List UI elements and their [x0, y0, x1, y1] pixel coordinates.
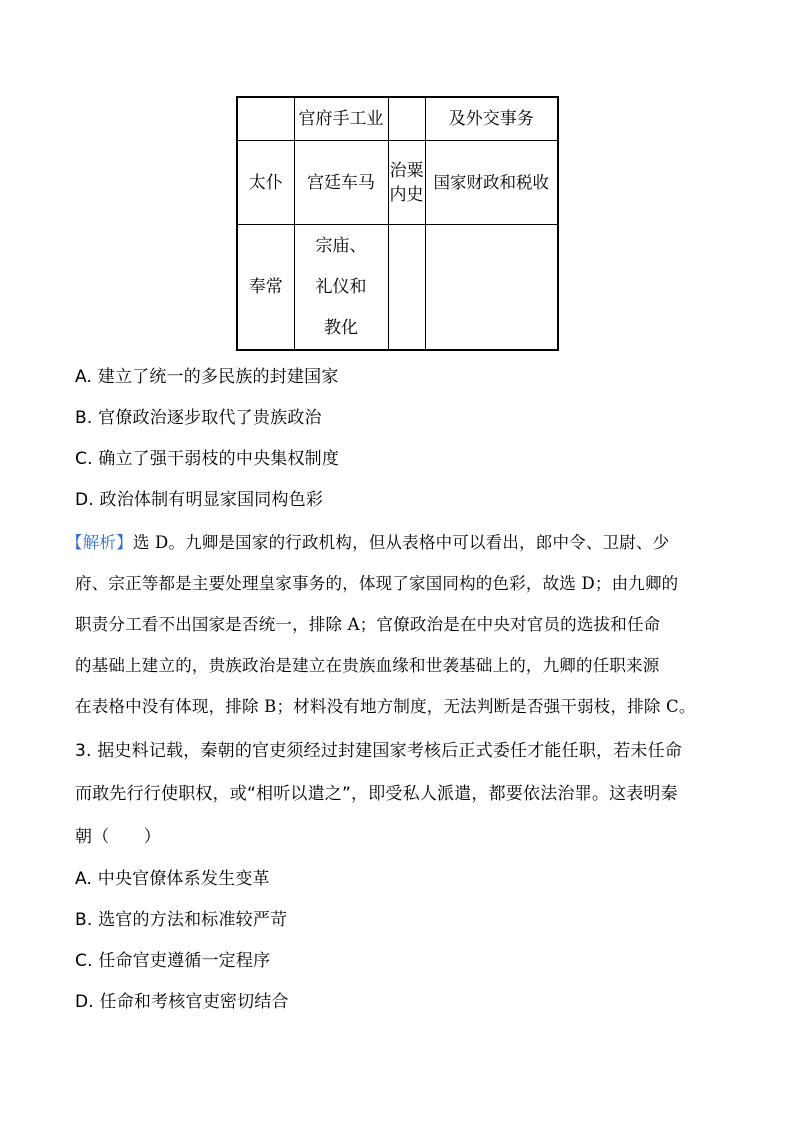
officials-table [236, 96, 559, 351]
cell-line: 礼仪和 [315, 276, 367, 297]
table-cell: 及外交事务 [425, 97, 558, 141]
table-cell [237, 97, 294, 141]
analysis-line-4: 的基础上建立的，贵族政治是建立在贵族血缘和世袭基础上的，九卿的任职来源 [75, 656, 660, 675]
cell-line: 教化 [324, 317, 358, 338]
analysis-line-5: 在表格中没有体现，排除 B；材料没有地方制度，无法判断是否强干弱枝，排除 C。 [75, 697, 696, 716]
table-cell [388, 97, 425, 141]
analysis-line-1 [66, 529, 669, 553]
q3-stem-line-2: 而敢先行行使职权，或“相听以遣之”，即受私人派遣，都要依法治罪。这表明秦 [75, 784, 678, 804]
q3-option-b: B. 选官的方法和标准较严苛 [75, 910, 288, 930]
table-cell-zongmiao [294, 225, 388, 351]
q2-option-d: D. 政治体制有明显家国同构色彩 [75, 490, 324, 510]
table-cell: 奉常 [237, 225, 294, 351]
q2-option-c: C. 确立了强干弱枝的中央集权制度 [75, 449, 340, 469]
table-cell: 国家财政和税收 [425, 141, 558, 225]
table-row [237, 225, 558, 351]
table-row [237, 141, 558, 225]
analysis-text: 选 D。九卿是国家的行政机构，但从表格中可以看出，郎中令、卫尉、少 [132, 533, 670, 552]
q3-option-c: C. 任命官吏遵循一定程序 [75, 951, 271, 971]
table-cell: 太仆 [237, 141, 294, 225]
table-cell: 宫廷车马 [294, 141, 388, 225]
q2-option-b: B. 官僚政治逐步取代了贵族政治 [75, 408, 322, 428]
q2-option-a: A. 建立了统一的多民族的封建国家 [75, 367, 339, 387]
cell-line: 宗庙、 [315, 235, 367, 256]
q3-option-d: D. 任命和考核官吏密切结合 [75, 992, 289, 1012]
q3-stem-line-3: 朝（ ） [75, 827, 161, 847]
table-cell [388, 225, 425, 351]
cell-line: 治粟 [389, 160, 424, 181]
analysis-line-3: 职责分工看不出国家是否统一，排除 A；官僚政治是在中央对官员的选拔和任命 [75, 615, 661, 634]
table-cell: 官府手工业 [294, 97, 388, 141]
table-cell-zhisu-neishi [388, 141, 425, 225]
cell-line: 内史 [389, 184, 424, 205]
table-row [237, 97, 558, 141]
table-cell [425, 225, 558, 351]
analysis-tag: 【解析】 [66, 533, 133, 552]
q3-stem-line-1: 3. 据史料记载，秦朝的官吏须经过封建国家考核后正式委任才能任职，若未任命 [75, 741, 683, 761]
analysis-line-2: 府、宗正等都是主要处理皇家事务的，体现了家国同构的色彩，故选 D；由九卿的 [75, 574, 679, 593]
q3-option-a: A. 中央官僚体系发生变革 [75, 869, 270, 889]
